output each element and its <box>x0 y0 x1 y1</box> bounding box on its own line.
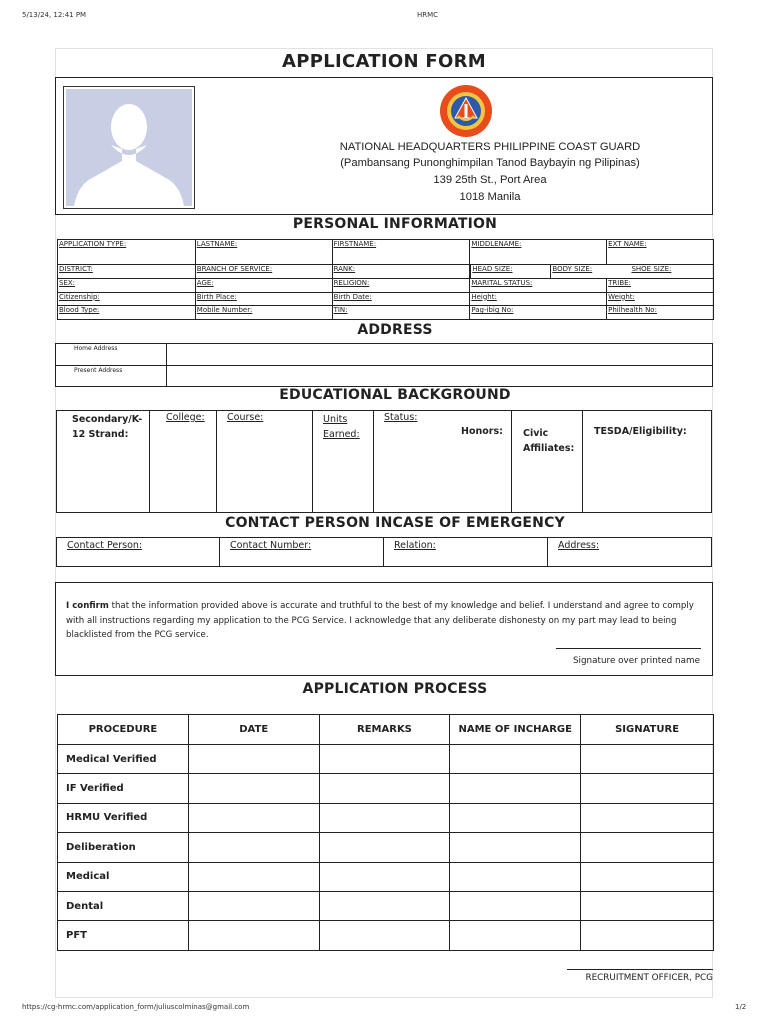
present-address-label: Present Address <box>74 367 123 374</box>
procedure-dental: Dental <box>58 891 189 920</box>
date-cell[interactable] <box>188 862 319 891</box>
confirmation-text <box>66 599 706 643</box>
field-label: RANK: <box>333 265 356 273</box>
table-row <box>58 891 714 920</box>
table-row <box>58 833 714 862</box>
field-district[interactable] <box>58 265 196 279</box>
emergency-table <box>56 537 712 567</box>
emergency-title: CONTACT PERSON INCASE OF EMERGENCY <box>225 515 565 531</box>
address-title: ADDRESS <box>357 322 433 338</box>
field-label: Pag-ibig No: <box>471 306 514 315</box>
field-application-type[interactable] <box>58 240 196 265</box>
signature-label: Signature over printed name <box>572 656 700 666</box>
signature-cell[interactable] <box>581 891 714 920</box>
relation-label: Relation: <box>394 540 436 551</box>
emergency-address-cell[interactable] <box>548 538 711 566</box>
remarks-cell[interactable] <box>319 774 450 803</box>
address-col-divider <box>166 343 167 387</box>
confirmation-lead: I confirm <box>66 601 109 611</box>
org-line-3: 139 25th St., Port Area <box>433 174 547 186</box>
field-label: DISTRICT: <box>59 265 93 273</box>
field-firstname[interactable] <box>332 240 470 265</box>
field-blood-type[interactable] <box>58 306 196 320</box>
field-age[interactable] <box>195 278 332 292</box>
table-row <box>58 745 714 774</box>
edu-civic-cell[interactable] <box>512 411 583 512</box>
relation-cell[interactable] <box>384 538 548 566</box>
field-head-size[interactable] <box>470 265 550 278</box>
procedure-deliberation: Deliberation <box>58 833 189 862</box>
field-label: MIDDLENAME: <box>471 240 522 248</box>
field-birth-place[interactable] <box>195 292 332 306</box>
field-sex[interactable] <box>58 278 196 292</box>
print-page-number: 1/2 <box>735 1003 747 1011</box>
incharge-cell[interactable] <box>450 921 581 950</box>
emergency-address-label: Address: <box>558 540 600 551</box>
edu-civic-label: Civic Affiliates: <box>523 428 575 454</box>
field-label: BODY SIZE: <box>552 265 593 273</box>
contact-person-cell[interactable] <box>57 538 220 566</box>
field-body-size[interactable] <box>550 265 630 278</box>
edu-secondary-label: Secondary/K-12 Strand: <box>72 414 143 440</box>
signature-cell[interactable] <box>581 745 714 774</box>
field-marital-status[interactable] <box>470 278 607 292</box>
print-url[interactable]: https://cg-hrmc.com/application_form/juliuscolminas@gmail.com <box>22 1003 250 1011</box>
personal-info-table <box>57 239 714 320</box>
edu-tesda-label: TESDA/Eligibility: <box>594 426 687 437</box>
remarks-cell[interactable] <box>319 745 450 774</box>
org-line-4: 1018 Manila <box>459 191 521 203</box>
field-rank[interactable] <box>332 265 470 279</box>
field-lastname[interactable] <box>195 240 332 265</box>
field-label: RELIGION: <box>333 278 370 287</box>
incharge-cell[interactable] <box>450 862 581 891</box>
remarks-cell[interactable] <box>319 862 450 891</box>
signature-cell[interactable] <box>581 803 714 832</box>
edu-college-label: College: <box>166 412 205 423</box>
form-title: APPLICATION FORM <box>281 51 486 72</box>
signature-cell[interactable] <box>581 774 714 803</box>
field-label: Weight: <box>608 292 635 301</box>
procedure-medical: Medical <box>58 862 189 891</box>
field-label: MARITAL STATUS: <box>471 278 533 287</box>
incharge-cell[interactable] <box>450 833 581 862</box>
field-label: Mobile Number: <box>196 306 253 315</box>
field-birth-date[interactable] <box>332 292 470 306</box>
field-mobile-number[interactable] <box>195 306 332 320</box>
process-title: APPLICATION PROCESS <box>302 681 488 697</box>
date-cell[interactable] <box>188 803 319 832</box>
process-table <box>57 714 714 951</box>
date-cell[interactable] <box>188 745 319 774</box>
edu-honors-label: Honors: <box>461 426 503 437</box>
remarks-cell[interactable] <box>319 921 450 950</box>
field-philhealth-no[interactable] <box>607 306 714 320</box>
procedure-pft: PFT <box>58 921 189 950</box>
remarks-cell[interactable] <box>319 803 450 832</box>
field-label: APPLICATION TYPE: <box>59 240 127 248</box>
signature-line[interactable] <box>556 648 701 649</box>
header-name-of-incharge: NAME OF INCHARGE <box>450 715 581 745</box>
field-shoe-size[interactable] <box>630 265 713 278</box>
header-procedure: PROCEDURE <box>58 715 189 745</box>
home-address-input[interactable] <box>168 345 711 364</box>
field-label: TRIBE: <box>608 278 631 287</box>
procedure-medical-verified: Medical Verified <box>58 745 189 774</box>
print-page-title: HRMC <box>417 11 439 19</box>
incharge-cell[interactable] <box>450 803 581 832</box>
field-height[interactable] <box>470 292 607 306</box>
field-religion[interactable] <box>332 278 470 292</box>
edu-units-label: Units Earned: <box>323 414 360 440</box>
address-divider <box>55 365 713 366</box>
signature-cell[interactable] <box>581 921 714 950</box>
date-cell[interactable] <box>188 921 319 950</box>
date-cell[interactable] <box>188 833 319 862</box>
table-row <box>58 774 714 803</box>
remarks-cell[interactable] <box>319 891 450 920</box>
field-pagibig-no[interactable] <box>470 306 607 320</box>
field-label: Height: <box>471 292 497 301</box>
incharge-cell[interactable] <box>450 891 581 920</box>
field-label: HEAD SIZE: <box>472 265 513 273</box>
field-label: SHOE SIZE: <box>631 265 672 273</box>
contact-number-label: Contact Number: <box>230 540 312 551</box>
org-line-2: (Pambansang Punonghimpilan Tanod Baybayin ng Pilipinas) <box>340 157 640 169</box>
edu-course-cell[interactable] <box>217 411 313 512</box>
coast-guard-seal-icon <box>439 84 493 138</box>
header-signature: SIGNATURE <box>581 715 714 745</box>
size-fields-cell <box>470 265 714 279</box>
education-table <box>56 410 712 513</box>
procedure-hrmu-verified: HRMU Verified <box>58 803 189 832</box>
present-address-input[interactable] <box>168 367 711 386</box>
field-label: Citizenship: <box>59 292 100 301</box>
field-label: AGE: <box>196 278 214 287</box>
field-ext-name[interactable] <box>607 240 714 265</box>
edu-status-label: Status: <box>384 412 418 423</box>
field-weight[interactable] <box>607 292 714 306</box>
field-tin[interactable] <box>332 306 470 320</box>
field-label: TIN: <box>333 306 348 315</box>
signature-cell[interactable] <box>581 833 714 862</box>
incharge-cell[interactable] <box>450 774 581 803</box>
recruitment-officer-label: RECRUITMENT OFFICER, PCG <box>585 973 713 983</box>
field-label: Birth Place: <box>196 292 237 301</box>
print-datetime: 5/13/24, 12:41 PM <box>22 11 87 19</box>
edu-tesda-cell[interactable] <box>583 411 711 512</box>
remarks-cell[interactable] <box>319 833 450 862</box>
table-row <box>58 862 714 891</box>
table-row <box>58 803 714 832</box>
field-label: LASTNAME: <box>196 240 238 248</box>
edu-college-cell[interactable] <box>150 411 217 512</box>
signature-cell[interactable] <box>581 862 714 891</box>
field-label: SEX: <box>59 278 76 287</box>
field-label: Blood Type: <box>59 306 100 315</box>
header-date: DATE <box>188 715 319 745</box>
org-line-1: NATIONAL HEADQUARTERS PHILIPPINE COAST GUARD <box>339 141 641 153</box>
contact-person-label: Contact Person: <box>67 540 143 551</box>
field-label: Birth Date: <box>333 292 372 301</box>
procedure-if-verified: IF Verified <box>58 774 189 803</box>
personal-info-title: PERSONAL INFORMATION <box>292 216 498 232</box>
date-cell[interactable] <box>188 891 319 920</box>
education-title: EDUCATIONAL BACKGROUND <box>279 387 511 403</box>
field-middlename[interactable] <box>470 240 607 265</box>
date-cell[interactable] <box>188 774 319 803</box>
field-label: BRANCH OF SERVICE: <box>196 265 273 273</box>
header-remarks: REMARKS <box>319 715 450 745</box>
person-avatar-icon <box>64 87 194 208</box>
table-row <box>58 921 714 950</box>
home-address-label: Home Address <box>74 345 118 352</box>
contact-number-cell[interactable] <box>220 538 384 566</box>
field-branch-of-service[interactable] <box>195 265 332 279</box>
pcg-logo <box>439 84 493 142</box>
edu-course-label: Course: <box>227 412 264 423</box>
edu-units-cell[interactable] <box>313 411 374 512</box>
field-citizenship[interactable] <box>58 292 196 306</box>
confirmation-body: that the information provided above is accurate and truthful to the best of my knowledge and belief. I understand and agree to comply with all instructions regarding my application to the PCG Service. I acknowledge that any deliberate dishonesty on my part may lead to being blacklisted from the PCG service. <box>66 601 694 640</box>
field-label: Philhealth No: <box>608 306 657 315</box>
field-tribe[interactable] <box>607 278 714 292</box>
field-label: FIRSTNAME: <box>333 240 377 248</box>
field-label: EXT NAME: <box>608 240 647 248</box>
photo-frame[interactable] <box>63 86 195 209</box>
incharge-cell[interactable] <box>450 745 581 774</box>
edu-secondary-cell[interactable] <box>57 411 150 512</box>
officer-signature-line[interactable] <box>567 969 713 970</box>
